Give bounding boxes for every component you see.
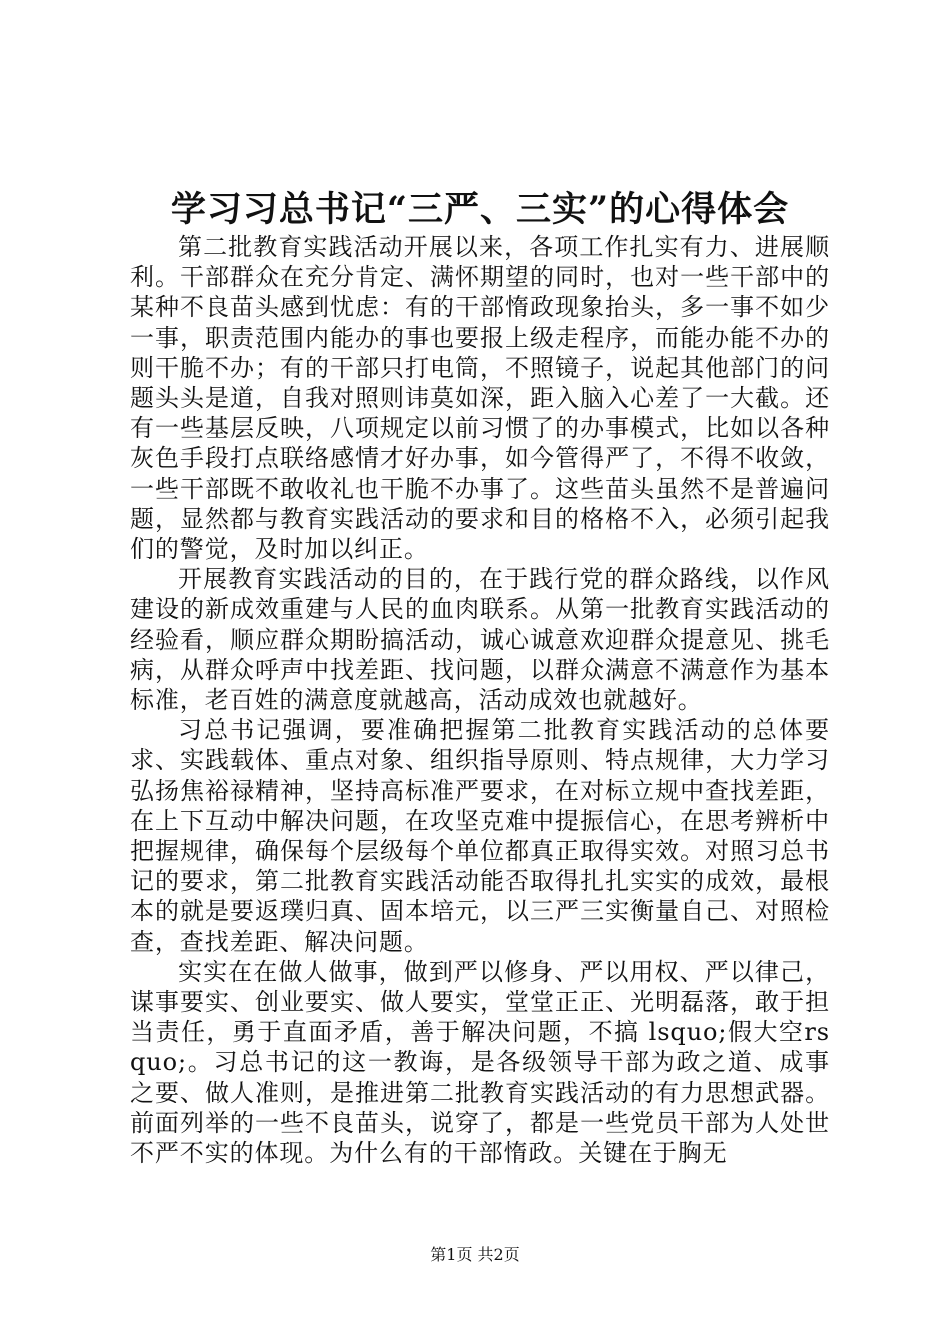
document-title: 学习习总书记“三严、三实”的心得体会 [170, 189, 790, 230]
paragraph-4: 实实在在做人做事，做到严以修身、严以用权、严以律己，谋事要实、创业要实、做人要实，堂堂正正、光明磊落，敢于担当责任，勇于直面矛盾，善于解决问题，不搞 lsquo;假大空rsquo;。习总书记的这一教诲，是各级领导干部为政之道、成事之要、做人准则，是推进第二批教育实践活动的有力思想武器。前面列举的一些不良苗头，说穿了，都是一些党员干部为人处世不严不实的体现。为什么有的干部惰政。关键在于胸无 [130, 957, 830, 1168]
paragraph-1: 第二批教育实践活动开展以来，各项工作扎实有力、进展顺利。干部群众在充分肯定、满怀期望的同时，也对一些干部中的某种不良苗头感到忧虑：有的干部惰政现象抬头，多一事不如少一事，职责范围内能办的事也要报上级走程序，而能办能不办的则干脆不办；有的干部只打电筒，不照镜子，说起其他部门的问题头头是道，自我对照则讳莫如深，距入脑入心差了一大截。还有一些基层反映，八项规定以前习惯了的办事模式，比如以各种灰色手段打点联络感情才好办事，如今管得严了，不得不收敛，一些干部既不敢收礼也干脆不办事了。这些苗头虽然不是普遍问题，显然都与教育实践活动的要求和目的格格不入，必须引起我们的警觉，及时加以纠正。 [130, 233, 830, 564]
paragraph-2: 开展教育实践活动的目的，在于践行党的群众路线，以作风建设的新成效重建与人民的血肉联系。从第一批教育实践活动的经验看，顺应群众期盼搞活动，诚心诚意欢迎群众提意见、挑毛病，从群众呼声中找差距、找问题，以群众满意不满意作为基本标准，老百姓的满意度就越高，活动成效也就越好。 [130, 565, 830, 715]
document-body [130, 232, 830, 1168]
paragraph-3: 习总书记强调，要准确把握第二批教育实践活动的总体要求、实践载体、重点对象、组织指导原则、特点规律，大力学习弘扬焦裕禄精神，坚持高标准严要求，在对标立规中查找差距，在上下互动中解决问题，在攻坚克难中提振信心，在思考辨析中把握规律，确保每个层级每个单位都真正取得实效。对照习总书记的要求，第二批教育实践活动能否取得扎扎实实的成效，最根本的就是要返璞归真、固本培元，以三严三实衡量自己、对照检查，查找差距、解决问题。 [130, 716, 830, 956]
page-number-footer: 第1页 共2页 [430, 1245, 520, 1264]
